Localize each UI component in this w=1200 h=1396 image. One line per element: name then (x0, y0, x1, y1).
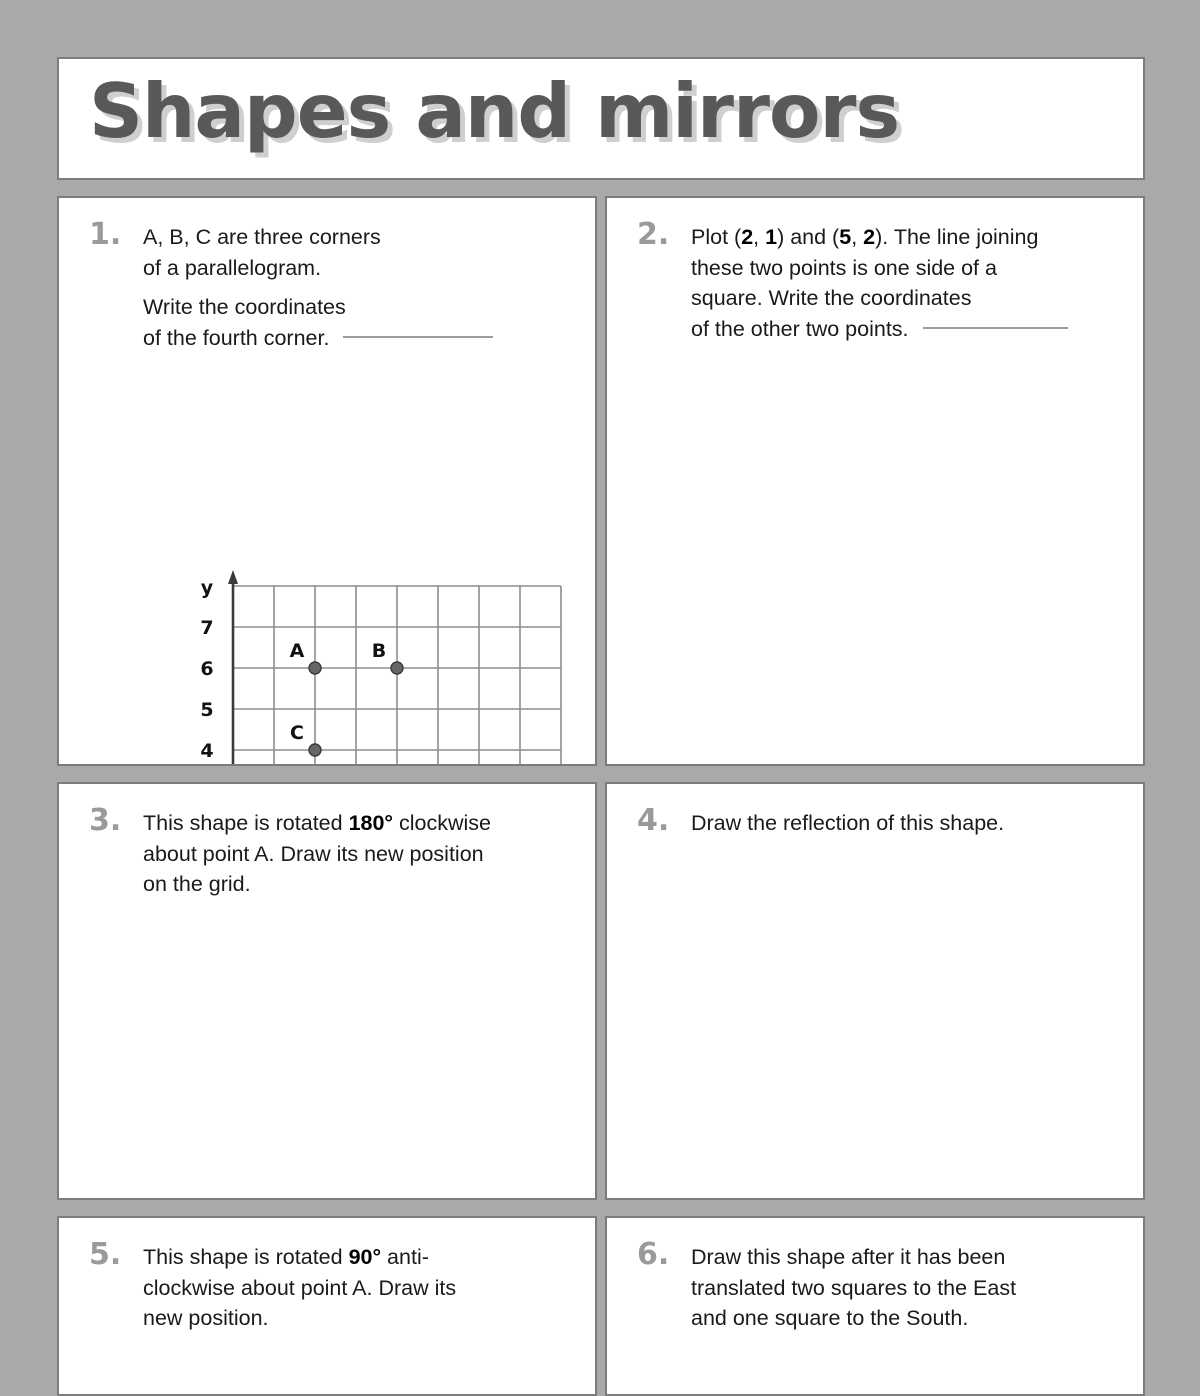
question-line: of the other two points. (691, 316, 909, 341)
question-line: Write the coordinates (143, 295, 346, 320)
y-tick: 6 (200, 658, 214, 680)
answer-line-1[interactable] (343, 336, 493, 338)
question-line: and one square to the South. (691, 1306, 969, 1331)
question-panel-2 (605, 196, 1145, 766)
question-number-5: 5. (89, 1237, 122, 1272)
y-axis-ticklabels (200, 577, 213, 766)
q1-coordinate-grid (177, 566, 577, 766)
grid-lines (233, 586, 561, 766)
question-line: Plot (2, 1) and (5, 2). The line joining (691, 225, 1039, 249)
y-tick: 4 (200, 740, 214, 762)
question-number-2: 2. (637, 217, 670, 252)
question-text-3 (143, 808, 581, 900)
question-line: clockwise about point A. Draw its (143, 1275, 457, 1300)
question-line: of the fourth corner. (143, 325, 330, 350)
question-panel-4 (605, 782, 1145, 1200)
question-line: This shape is rotated 90° anti- (143, 1245, 429, 1269)
question-line: these two points is one side of a (691, 255, 997, 280)
y-axis-label: y (200, 577, 214, 599)
answer-line-2[interactable] (923, 327, 1068, 329)
question-line: Draw the reflection of this shape. (691, 811, 1005, 835)
question-line-with-answer (143, 323, 581, 354)
question-number-6: 6. (637, 1237, 670, 1272)
point-label-b: B (371, 640, 387, 662)
question-text-1 (143, 222, 581, 353)
question-line: of a parallelogram. (143, 255, 322, 280)
q1-grid-svg (177, 566, 577, 766)
question-panel-3 (57, 782, 597, 1200)
question-line: A, B, C are three corners (143, 225, 381, 249)
question-text-6 (691, 1242, 1129, 1334)
question-panel-1 (57, 196, 597, 766)
question-number-3: 3. (89, 803, 122, 838)
question-number-4: 4. (637, 803, 670, 838)
y-tick: 5 (200, 699, 214, 721)
question-line: translated two squares to the East (691, 1275, 1017, 1300)
question-text-2 (691, 222, 1129, 344)
question-line: This shape is rotated 180° clockwise (143, 811, 492, 835)
point-label-a: A (289, 640, 305, 662)
point-marker-c (309, 744, 321, 756)
question-number-1: 1. (89, 217, 122, 252)
question-line: about point A. Draw its new position (143, 841, 484, 866)
question-panel-5 (57, 1216, 597, 1396)
question-panel-6 (605, 1216, 1145, 1396)
plotted-points (290, 640, 403, 756)
question-line: Draw this shape after it has been (691, 1245, 1006, 1269)
question-line: on the grid. (143, 872, 251, 897)
question-text-5 (143, 1242, 581, 1334)
page-title: Shapes and mirrors (89, 67, 900, 155)
point-label-c: C (290, 722, 304, 744)
point-marker-b (391, 662, 403, 674)
question-line: square. Write the coordinates (691, 286, 972, 311)
question-line: new position. (143, 1306, 269, 1331)
question-text-4 (691, 808, 1129, 839)
title-banner (57, 57, 1145, 180)
y-tick: 7 (200, 617, 214, 639)
question-line-with-answer (691, 314, 1129, 345)
point-marker-a (309, 662, 321, 674)
